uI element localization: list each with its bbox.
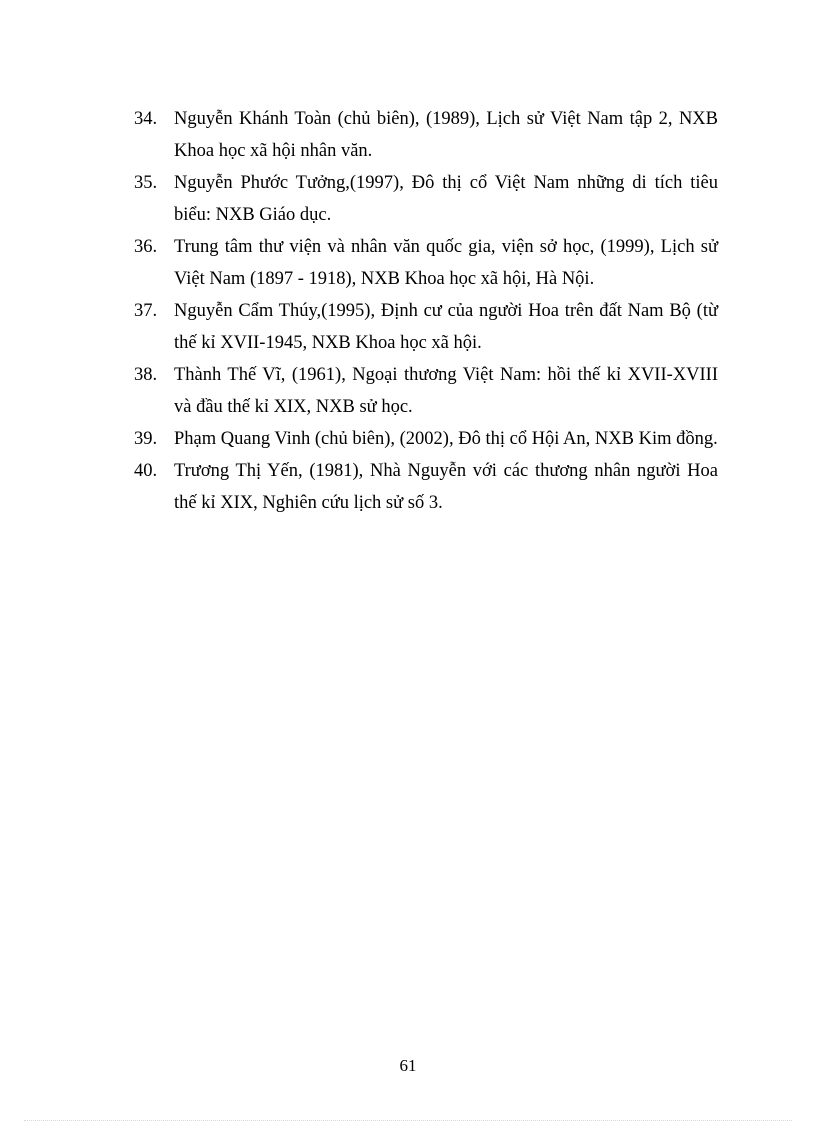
reference-item [134,231,718,295]
reference-text: Trung tâm thư viện và nhân văn quốc gia, viện sở học, (1999), Lịch sử Việt Nam (1897 - 1918), NXB Khoa học xã hội, Hà Nội. [174,237,718,289]
reference-list [134,103,718,519]
reference-number: 34. [134,109,158,129]
page-number: 61 [399,1056,417,1075]
reference-text: Trương Thị Yến, (1981), Nhà Nguyễn với các thương nhân người Hoa thế kỉ XIX, Nghiên cứu lịch sử số 3. [174,461,718,513]
page-bottom-divider [24,1120,792,1121]
reference-item [134,423,718,455]
reference-number: 37. [134,301,158,321]
reference-text: Thành Thế Vĩ, (1961), Ngoại thương Việt Nam: hồi thế kỉ XVII-XVIII và đầu thế kỉ XIX, NXB sử học. [174,365,718,417]
reference-item [134,295,718,359]
reference-text: Phạm Quang Vinh (chủ biên), (2002), Đô thị cổ Hội An, NXB Kim đồng. [174,429,718,449]
reference-item [134,103,718,167]
reference-number: 40. [134,461,158,481]
reference-number: 35. [134,173,158,193]
reference-number: 39. [134,429,158,449]
reference-item [134,167,718,231]
reference-text: Nguyễn Cẩm Thúy,(1995), Định cư của người Hoa trên đất Nam Bộ (từ thế kỉ XVII-1945, NXB Khoa học xã hội. [174,301,718,353]
reference-number: 36. [134,237,158,257]
reference-text: Nguyễn Phước Tưởng,(1997), Đô thị cổ Việt Nam những di tích tiêu biểu: NXB Giáo dục. [174,173,718,225]
reference-text: Nguyễn Khánh Toàn (chủ biên), (1989), Lịch sử Việt Nam tập 2, NXB Khoa học xã hội nhân văn. [174,109,718,161]
reference-number: 38. [134,365,158,385]
reference-item [134,359,718,423]
reference-item [134,455,718,519]
